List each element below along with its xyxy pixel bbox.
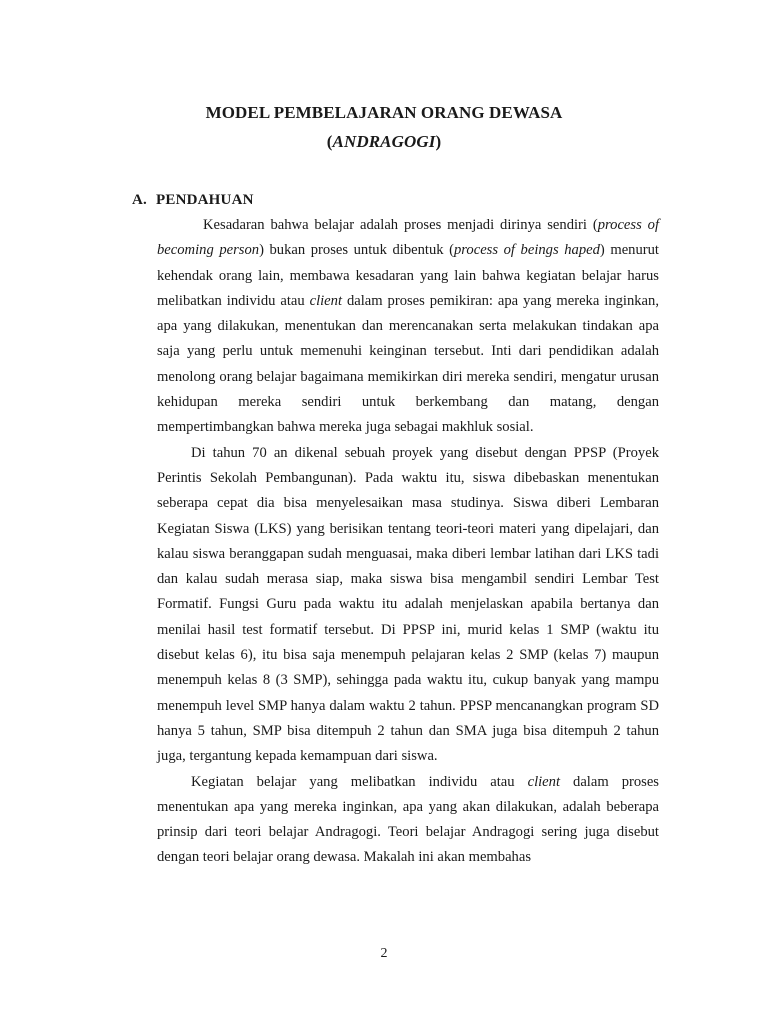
subtitle-close-paren: ) xyxy=(435,132,442,151)
italic-term: client xyxy=(309,292,343,309)
paragraph xyxy=(157,441,659,770)
paragraph xyxy=(157,770,659,871)
italic-term: process of becoming person xyxy=(157,217,659,259)
document-title: MODEL PEMBELAJARAN ORANG DEWASA xyxy=(205,103,563,122)
document-subtitle xyxy=(0,132,768,152)
text-segment: ) bukan proses untuk dibentuk ( xyxy=(259,242,454,259)
page-number: 2 xyxy=(380,946,388,961)
text-segment: Kegiatan belajar yang melibatkan individu atau xyxy=(191,773,528,790)
text-segment: dalam proses menentukan apa yang mereka inginkan, apa yang akan dilakukan, adalah beberapa prinsip dari teori belajar Andragogi. Teori belajar Andragogi sering juga disebut dengan teori belajar orang dewasa. Makalah ini akan membahas xyxy=(157,773,659,866)
section-heading xyxy=(132,192,254,209)
body-text xyxy=(157,213,659,871)
italic-term: client xyxy=(527,773,561,790)
paragraph xyxy=(157,213,659,441)
text-segment: Kesadaran bahwa belajar adalah proses menjadi dirinya sendiri ( xyxy=(203,217,598,233)
text-segment: ) menurut kehendak orang lain, membawa kesadaran yang lain bahwa kegiatan belajar harus melibatkan individu atau xyxy=(157,242,659,309)
text-segment: dalam proses pemikiran: apa yang mereka inginkan, apa yang dilakukan, menentukan dan merencanakan serta melakukan tindakan apa saja yang perlu untuk memenuhi keinginan tersebut. Inti dari pendidikan adalah menolong orang belajar bagaimana memikirkan diri mereka sendiri, mengatur urusan kehidupan mereka sendiri untuk berkembang dan matang, dengan mempertimbangkan bahwa mereka juga sebagai makhluk sosial. xyxy=(157,292,659,436)
subtitle-open-paren: ( xyxy=(326,132,333,151)
section-title: PENDAHUAN xyxy=(156,192,254,208)
subtitle-andragogi: ANDRAGOGI xyxy=(332,132,436,151)
section-letter: A. xyxy=(132,192,147,208)
text-segment: Di tahun 70 an dikenal sebuah proyek yang disebut dengan PPSP (Proyek Perintis Sekolah Pembangunan). Pada waktu itu, siswa dibebaskan menentukan seberapa cepat dia bisa menyelesaikan masa studinya. Siswa diberi Lembaran Kegiatan Siswa (LKS) yang berisikan tentang teori-teori materi yang dipelajari, dan kalau siswa beranggapan sudah menguasai, maka diberi lembar latihan dari LKS tadi dan kalau sudah merasa siap, maka siswa bisa mengambil sendiri Lembar Test Formatif. Fungsi Guru pada waktu itu adalah menjelaskan apabila bertanya dan menilai hasil test formatif tersebut. Di PPSP ini, murid kelas 1 SMP (waktu itu disebut kelas 6), itu bisa saja menempuh pelajaran kelas 2 SMP (kelas 7) maupun menempuh kelas 8 (3 SMP), sehingga pada waktu itu, cukup banyak yang mampu menempuh level SMP hanya dalam waktu 2 tahun. PPSP mencanangkan program SD hanya 5 tahun, SMP bisa ditempuh 2 tahun dan SMA juga bisa ditempuh 2 tahun juga, tergantung kepada kemampuan dari siswa. xyxy=(157,444,659,765)
italic-term: process of beings haped xyxy=(453,242,600,259)
